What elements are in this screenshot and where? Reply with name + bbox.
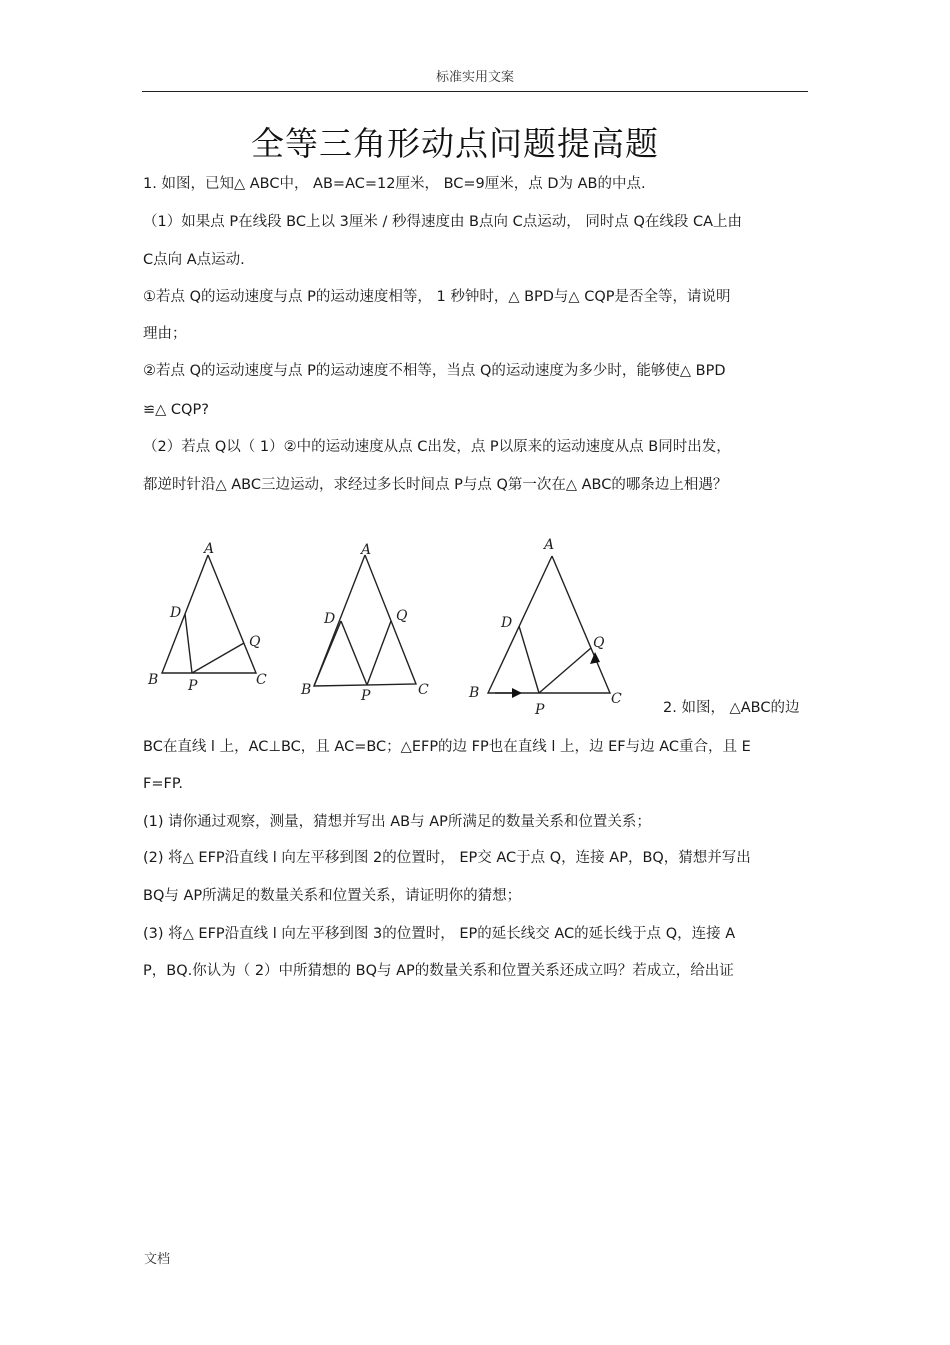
figure-3-label-q: Q — [593, 635, 605, 651]
problem-2-intro-end: F=FP. — [143, 776, 183, 792]
figure-1-label-d: D — [170, 605, 182, 621]
problem-1-part-1-cont: C点向 A点运动. — [143, 252, 245, 268]
figure-3-label-c: C — [611, 691, 622, 707]
figure-2-label-q: Q — [396, 608, 408, 624]
figure-3-label-p: P — [535, 702, 545, 718]
page-header: 标准实用文案 — [435, 70, 514, 85]
problem-2-intro-cont: BC在直线 l 上，AC⊥BC，且 AC=BC；△EFP的边 FP也在直线 l 上，边 EF与边 AC重合，且 E — [143, 739, 751, 755]
triangle-figure-3 — [462, 530, 632, 720]
triangle-figure-2 — [295, 535, 445, 705]
problem-2-intro: 2. 如图， △ABC的边 — [663, 700, 800, 716]
figure-1-label-q: Q — [249, 634, 261, 650]
header-divider — [142, 91, 808, 92]
problem-1-sub-2: ②若点 Q的运动速度与点 P的运动速度不相等，当点 Q的运动速度为多少时，能够使△ BPD — [143, 363, 726, 379]
figure-2-label-c: C — [418, 682, 429, 698]
figure-1-label-a: A — [204, 541, 215, 557]
figure-3-label-b: B — [469, 685, 480, 701]
triangle-figure-1 — [140, 535, 280, 695]
figure-3-label-d: D — [501, 615, 513, 631]
figure-2-label-a: A — [361, 542, 372, 558]
problem-2-part-2: (2) 将△ EFP沿直线 l 向左平移到图 2的位置时， EP交 AC于点 Q，连接 AP，BQ，猜想并写出 — [143, 850, 751, 866]
problem-1-part-1: （1）如果点 P在线段 BC上以 3厘米 / 秒得速度由 B点向 C点运动， 同时点 Q在线段 CA上由 — [143, 214, 743, 230]
problem-2-part-3-cont: P，BQ.你认为（ 2）中所猜想的 BQ与 AP的数量关系和位置关系还成立吗？若成立，给出证 — [143, 963, 734, 979]
figure-3-label-a: A — [544, 537, 555, 553]
figure-2-label-b: B — [301, 682, 312, 698]
page-footer: 文档 — [144, 1252, 171, 1267]
problem-1-sub-1-cont: 理由； — [143, 326, 187, 342]
problem-1-sub-1: ①若点 Q的运动速度与点 P的运动速度相等， 1 秒钟时，△ BPD与△ CQP是否全等，请说明 — [143, 289, 731, 305]
problem-2-part-1: (1) 请你通过观察，测量，猜想并写出 AB与 AP所满足的数量关系和位置关系； — [143, 814, 651, 830]
problem-1-part-2-cont: 都逆时针沿△ ABC三边运动，求经过多长时间点 P与点 Q第一次在△ ABC的哪条边上相遇？ — [143, 477, 728, 493]
problem-1-part-2: （2）若点 Q以（ 1）②中的运动速度从点 C出发，点 P以原来的运动速度从点 B同时出发， — [143, 439, 731, 455]
problem-1-sub-2-cont: ≌△ CQP? — [143, 402, 209, 418]
figure-1-label-p: P — [188, 678, 198, 694]
figure-2-label-d: D — [324, 611, 336, 627]
problem-2-part-3: (3) 将△ EFP沿直线 l 向左平移到图 3的位置时， EP的延长线交 AC的延长线于点 Q，连接 A — [143, 926, 736, 942]
figure-2-label-p: P — [361, 688, 371, 704]
figure-1-label-b: B — [148, 672, 159, 688]
problem-1-intro: 1. 如图，已知△ ABC中， AB=AC=12厘米， BC=9厘米，点 D为 AB的中点. — [143, 176, 646, 192]
figure-1-label-c: C — [256, 672, 267, 688]
page-title: 全等三角形动点问题提高题 — [251, 124, 659, 163]
problem-2-part-2-cont: BQ与 AP所满足的数量关系和位置关系，请证明你的猜想； — [143, 888, 522, 904]
